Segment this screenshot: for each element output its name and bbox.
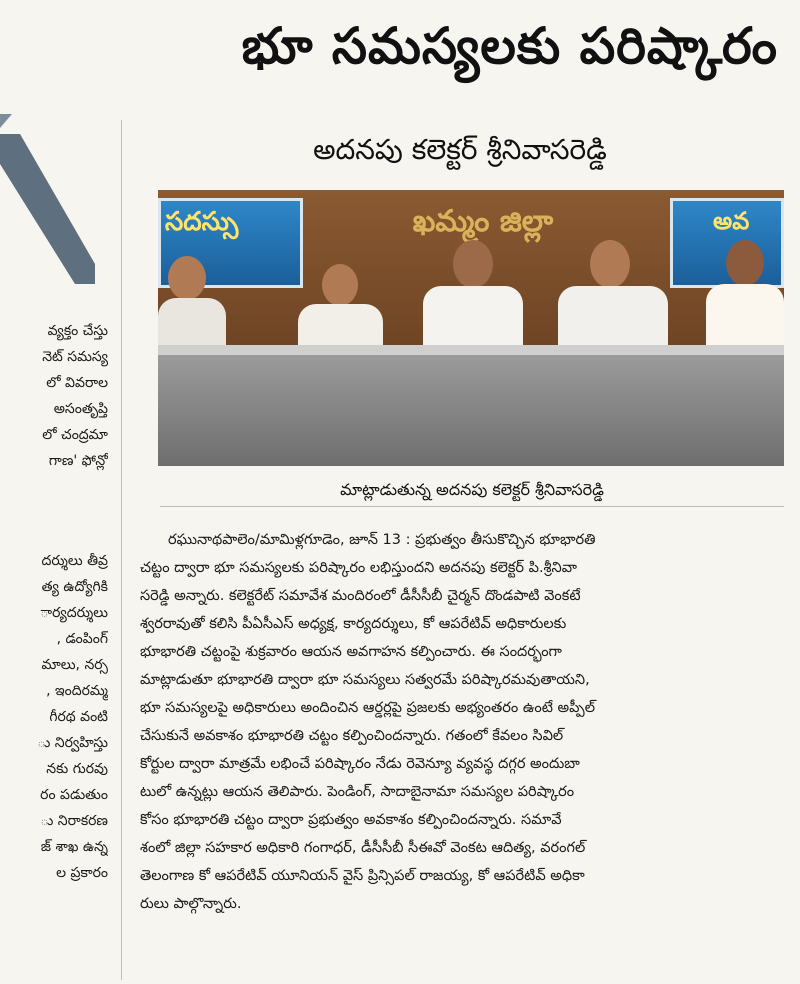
photo-banner-left: సదస్సు	[158, 198, 303, 288]
body-line: భూ సమస్యలపై అధికారులు అందించిన ఆర్డర్లపై ప్రజలకు అభ్యంతరం ఉంటే అప్పీల్	[140, 700, 595, 716]
person-figure	[706, 240, 784, 358]
left-text-line: మాలు, నర్స	[41, 657, 108, 673]
body-line: శంలో జిల్లా సహకార అధికారి గంగాధర్, డీసీసీబీ సీఈవో వెంకట ఆదిత్య, వరంగల్	[140, 840, 586, 856]
body-line: చేసుకునే అవకాశం భూభారతి చట్టం కల్పించిందన్నారు. గతంలో కేవలం సివిల్	[140, 728, 564, 744]
left-text-line: ార్యదర్శులు	[40, 605, 108, 621]
caption-rule	[160, 506, 784, 507]
left-text-line: ు నిరాకరణ	[40, 813, 108, 829]
left-text-line: , డంపింగ్	[56, 631, 108, 647]
person-figure	[158, 250, 228, 360]
adjacent-article-column	[0, 100, 122, 984]
left-text-line: రం పడుతుం	[40, 787, 108, 803]
body-line: తెలంగాణ కో ఆపరేటివ్ యూనియన్ వైస్ ప్రిన్సిపల్ రాజయ్య, కో ఆపరేటివ్ అధికా	[140, 868, 585, 884]
body-line: చట్టం ద్వారా భూ సమస్యలకు పరిష్కారం లభిస్తుందని అదనపు కలెక్టర్ పి.శ్రీనివా	[140, 560, 577, 576]
left-text-line: త్య ఉద్యోగికి	[41, 579, 108, 595]
person-figure	[423, 238, 523, 358]
left-text-line: వ్యక్తం చేస్తు	[47, 323, 108, 339]
article-photo	[158, 190, 784, 466]
person-figure	[558, 240, 668, 358]
headline: భూ సమస్యలకు పరిష్కారం	[241, 16, 778, 75]
subheadline: అదనపు కలెక్టర్ శ్రీనివాసరెడ్డి	[313, 133, 607, 166]
left-text-line: ల ప్రకారం	[56, 865, 108, 881]
body-line: కోర్టుల ద్వారా మాత్రమే లభించే పరిష్కారం నేడు రెవెన్యూ వ్యవస్థ దగ్గర అందుబా	[140, 756, 580, 772]
body-line: సరెడ్డి అన్నారు. కలెక్టరేట్ సమావేశ మందిరంలో డీసీసీబీ చైర్మన్ దొండపాటి వెంకటే	[140, 588, 581, 604]
body-line: భూభారతి చట్టంపై శుక్రవారం ఆయన అవగాహన కల్పించారు. ఈ సందర్భంగా	[140, 644, 562, 660]
body-line: కోసం భూభారతి చట్టం ద్వారా ప్రభుత్వం అవకాశం కల్పించిందన్నారు. సమావే	[140, 812, 562, 828]
left-text-line: గాణ' ఫోన్లో	[48, 453, 108, 469]
body-line: రులు పాల్గొన్నారు.	[140, 896, 242, 912]
column-divider	[121, 120, 122, 980]
photo-caption: మాట్లాడుతున్న అదనపు కలెక్టర్ శ్రీనివాసరెడ్డి	[340, 480, 604, 499]
photo-banner-right: అవ	[670, 198, 784, 288]
body-line: టులో ఉన్నట్లు ఆయన తెలిపారు. పెండింగ్, సాదాబైనామా సమస్యల పరిష్కారం	[140, 784, 575, 800]
decorative-graphic	[0, 114, 100, 284]
photo-emblem: ఖమ్మం జిల్లా	[412, 204, 554, 239]
left-text-line: నకు గురవు	[46, 761, 108, 777]
left-text-line: గీరథ వంటి	[49, 709, 108, 725]
left-text-line: లో చంద్రమా	[42, 427, 108, 443]
left-text-line: లో వివరాల	[46, 375, 108, 391]
left-text-line: ు నిర్వహిస్తు	[37, 735, 108, 751]
conference-table-edge	[158, 345, 784, 355]
left-text-line: , ఇందిరమ్మ	[46, 683, 108, 699]
left-text-line: జ్ శాఖ ఉన్న	[40, 839, 108, 855]
conference-table	[158, 355, 784, 466]
body-line: మాట్లాడుతూ భూభారతి ద్వారా భూ సమస్యలు సత్వరమే పరిష్కారమవుతాయని,	[140, 672, 590, 688]
body-line: రఘునాథపాలెం/మామిళ్లగూడెం, జూన్ 13 : ప్రభుత్వం తీసుకొచ్చిన భూభారతి	[168, 532, 596, 548]
body-line: శ్వరరావుతో కలిసి పీఏసీఎస్ అధ్యక్ష, కార్యదర్శులు, కో ఆపరేటివ్ అధికారులకు	[140, 616, 567, 632]
left-text-line: అసంతృప్తి	[53, 401, 108, 417]
left-text-line: నెట్ సమస్య	[42, 349, 108, 365]
left-text-line: దర్శులు తీవ్ర	[41, 553, 108, 569]
